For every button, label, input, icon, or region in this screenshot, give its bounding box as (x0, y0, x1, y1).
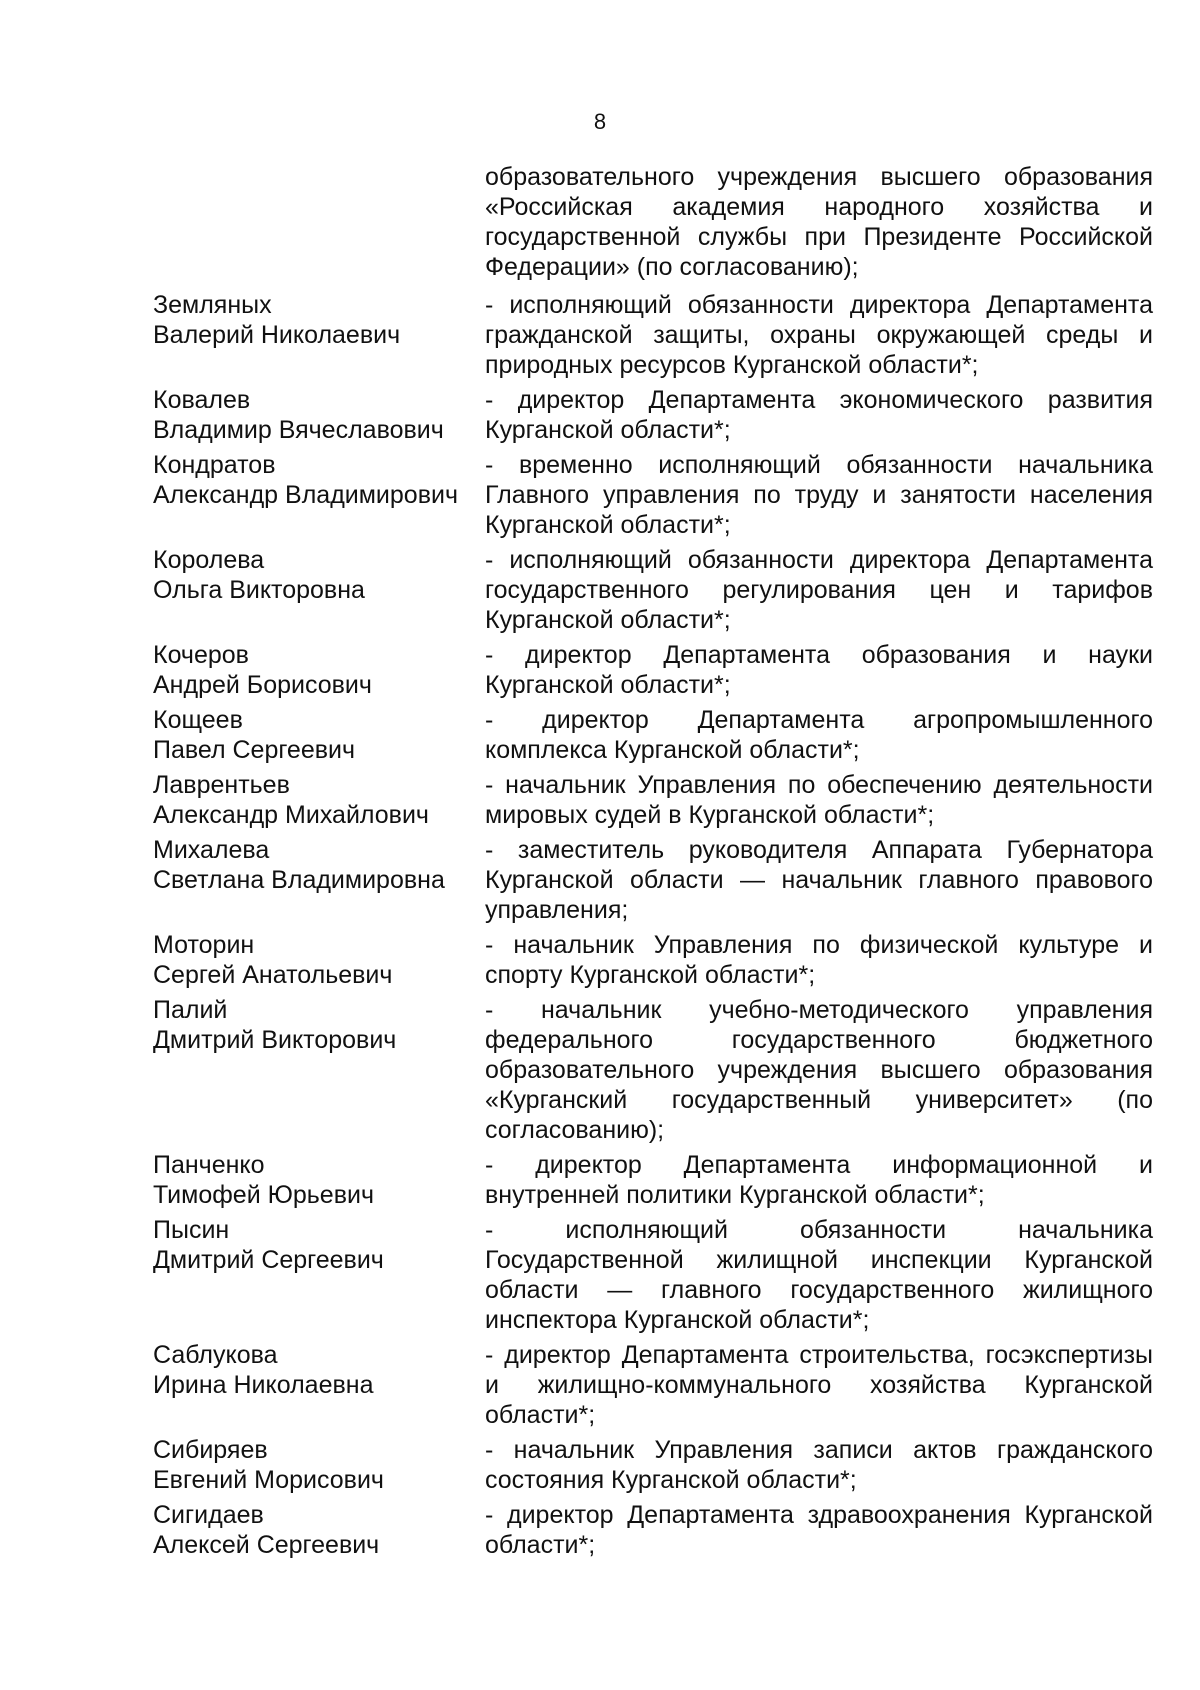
member-name (153, 1215, 483, 1275)
member-surname: Земляных (153, 291, 272, 319)
member-surname: Кондратов (153, 451, 276, 479)
member-entry (0, 995, 1200, 1145)
member-name (153, 835, 483, 895)
member-entry (0, 1500, 1200, 1560)
member-given-name: Тимофей Юрьевич (153, 1181, 374, 1209)
member-given-name: Андрей Борисович (153, 671, 372, 699)
member-position: - исполняющий обязанности начальника Государственной жилищной инспекции Курганской области — главного государственного жилищного инспектора Курганской области*; (485, 1216, 1153, 1334)
member-name (153, 545, 483, 605)
member-surname: Палий (153, 996, 228, 1024)
member-entry (0, 705, 1200, 765)
member-given-name: Ольга Викторовна (153, 576, 365, 604)
member-name (153, 290, 483, 350)
member-surname: Сибиряев (153, 1436, 268, 1464)
member-entry (0, 1435, 1200, 1495)
member-given-name: Евгений Морисович (153, 1466, 384, 1494)
member-name (153, 1435, 483, 1495)
member-name (153, 930, 483, 990)
member-surname: Лаврентьев (153, 771, 290, 799)
member-surname: Ковалев (153, 386, 251, 414)
member-entry (0, 770, 1200, 830)
member-position: - исполняющий обязанности директора Департамента государственного регулирования цен и тарифов Курганской области*; (485, 546, 1153, 634)
member-surname: Кощеев (153, 706, 243, 734)
member-surname: Сигидаев (153, 1501, 264, 1529)
member-entry (0, 1150, 1200, 1210)
intro-text: образовательного учреждения высшего образования «Российская академия народного хозяйства и государственной службы при Президенте Российской Федерации» (по согласованию); (485, 163, 1153, 281)
member-name (153, 640, 483, 700)
member-entry (0, 1340, 1200, 1430)
member-list (0, 290, 1200, 1565)
member-name (153, 995, 483, 1055)
member-name (153, 1500, 483, 1560)
member-entry (0, 1215, 1200, 1335)
member-given-name: Сергей Анатольевич (153, 961, 393, 989)
member-entry (0, 290, 1200, 380)
member-position: - исполняющий обязанности директора Департамента гражданской защиты, охраны окружающей среды и природных ресурсов Курганской области*; (485, 291, 1153, 379)
member-position: - директор Департамента строительства, госэкспертизы и жилищно-коммунального хозяйства Курганской области*; (485, 1341, 1153, 1429)
member-surname: Кочеров (153, 641, 249, 669)
member-given-name: Александр Владимирович (153, 481, 458, 509)
member-given-name: Ирина Николаевна (153, 1371, 374, 1399)
member-position: - начальник Управления по обеспечению деятельности мировых судей в Курганской области*; (485, 771, 1153, 829)
member-name (153, 705, 483, 765)
member-given-name: Александр Михайлович (153, 801, 429, 829)
member-name (153, 1150, 483, 1210)
member-surname: Пысин (153, 1216, 230, 1244)
member-given-name: Павел Сергеевич (153, 736, 355, 764)
member-given-name: Алексей Сергеевич (153, 1531, 380, 1559)
member-position: - начальник Управления записи актов гражданского состояния Курганской области*; (485, 1436, 1153, 1494)
member-name (153, 1340, 483, 1400)
member-entry (0, 835, 1200, 925)
member-name (153, 385, 483, 445)
page-number: 8 (593, 109, 607, 134)
member-given-name: Светлана Владимировна (153, 866, 445, 894)
member-entry (0, 640, 1200, 700)
member-surname: Саблукова (153, 1341, 278, 1369)
member-entry (0, 385, 1200, 445)
member-position: - временно исполняющий обязанности начальника Главного управления по труду и занятости населения Курганской области*; (485, 451, 1153, 539)
member-surname: Королева (153, 546, 265, 574)
member-position: - директор Департамента здравоохранения Курганской области*; (485, 1501, 1153, 1559)
member-surname: Моторин (153, 931, 255, 959)
member-position: - директор Департамента информационной и внутренней политики Курганской области*; (485, 1151, 1153, 1209)
member-position: - директор Департамента агропромышленного комплекса Курганской области*; (485, 706, 1153, 764)
member-given-name: Дмитрий Сергеевич (153, 1246, 384, 1274)
member-given-name: Валерий Николаевич (153, 321, 401, 349)
member-surname: Панченко (153, 1151, 265, 1179)
member-position: - директор Департамента экономического развития Курганской области*; (485, 386, 1153, 444)
member-entry (0, 450, 1200, 540)
member-position: - заместитель руководителя Аппарата Губернатора Курганской области — начальник главного правового управления; (485, 836, 1153, 924)
member-given-name: Владимир Вячеславович (153, 416, 444, 444)
member-entry (0, 930, 1200, 990)
member-name (153, 450, 483, 510)
member-position: - начальник учебно-методического управления федерального государственного бюджетного образовательного учреждения высшего образования «Курганский государственный университет» (по согласованию); (485, 996, 1153, 1144)
member-surname: Михалева (153, 836, 270, 864)
member-name (153, 770, 483, 830)
member-position: - начальник Управления по физической культуре и спорту Курганской области*; (485, 931, 1153, 989)
member-position: - директор Департамента образования и науки Курганской области*; (485, 641, 1153, 699)
member-given-name: Дмитрий Викторович (153, 1026, 397, 1054)
member-entry (0, 545, 1200, 635)
